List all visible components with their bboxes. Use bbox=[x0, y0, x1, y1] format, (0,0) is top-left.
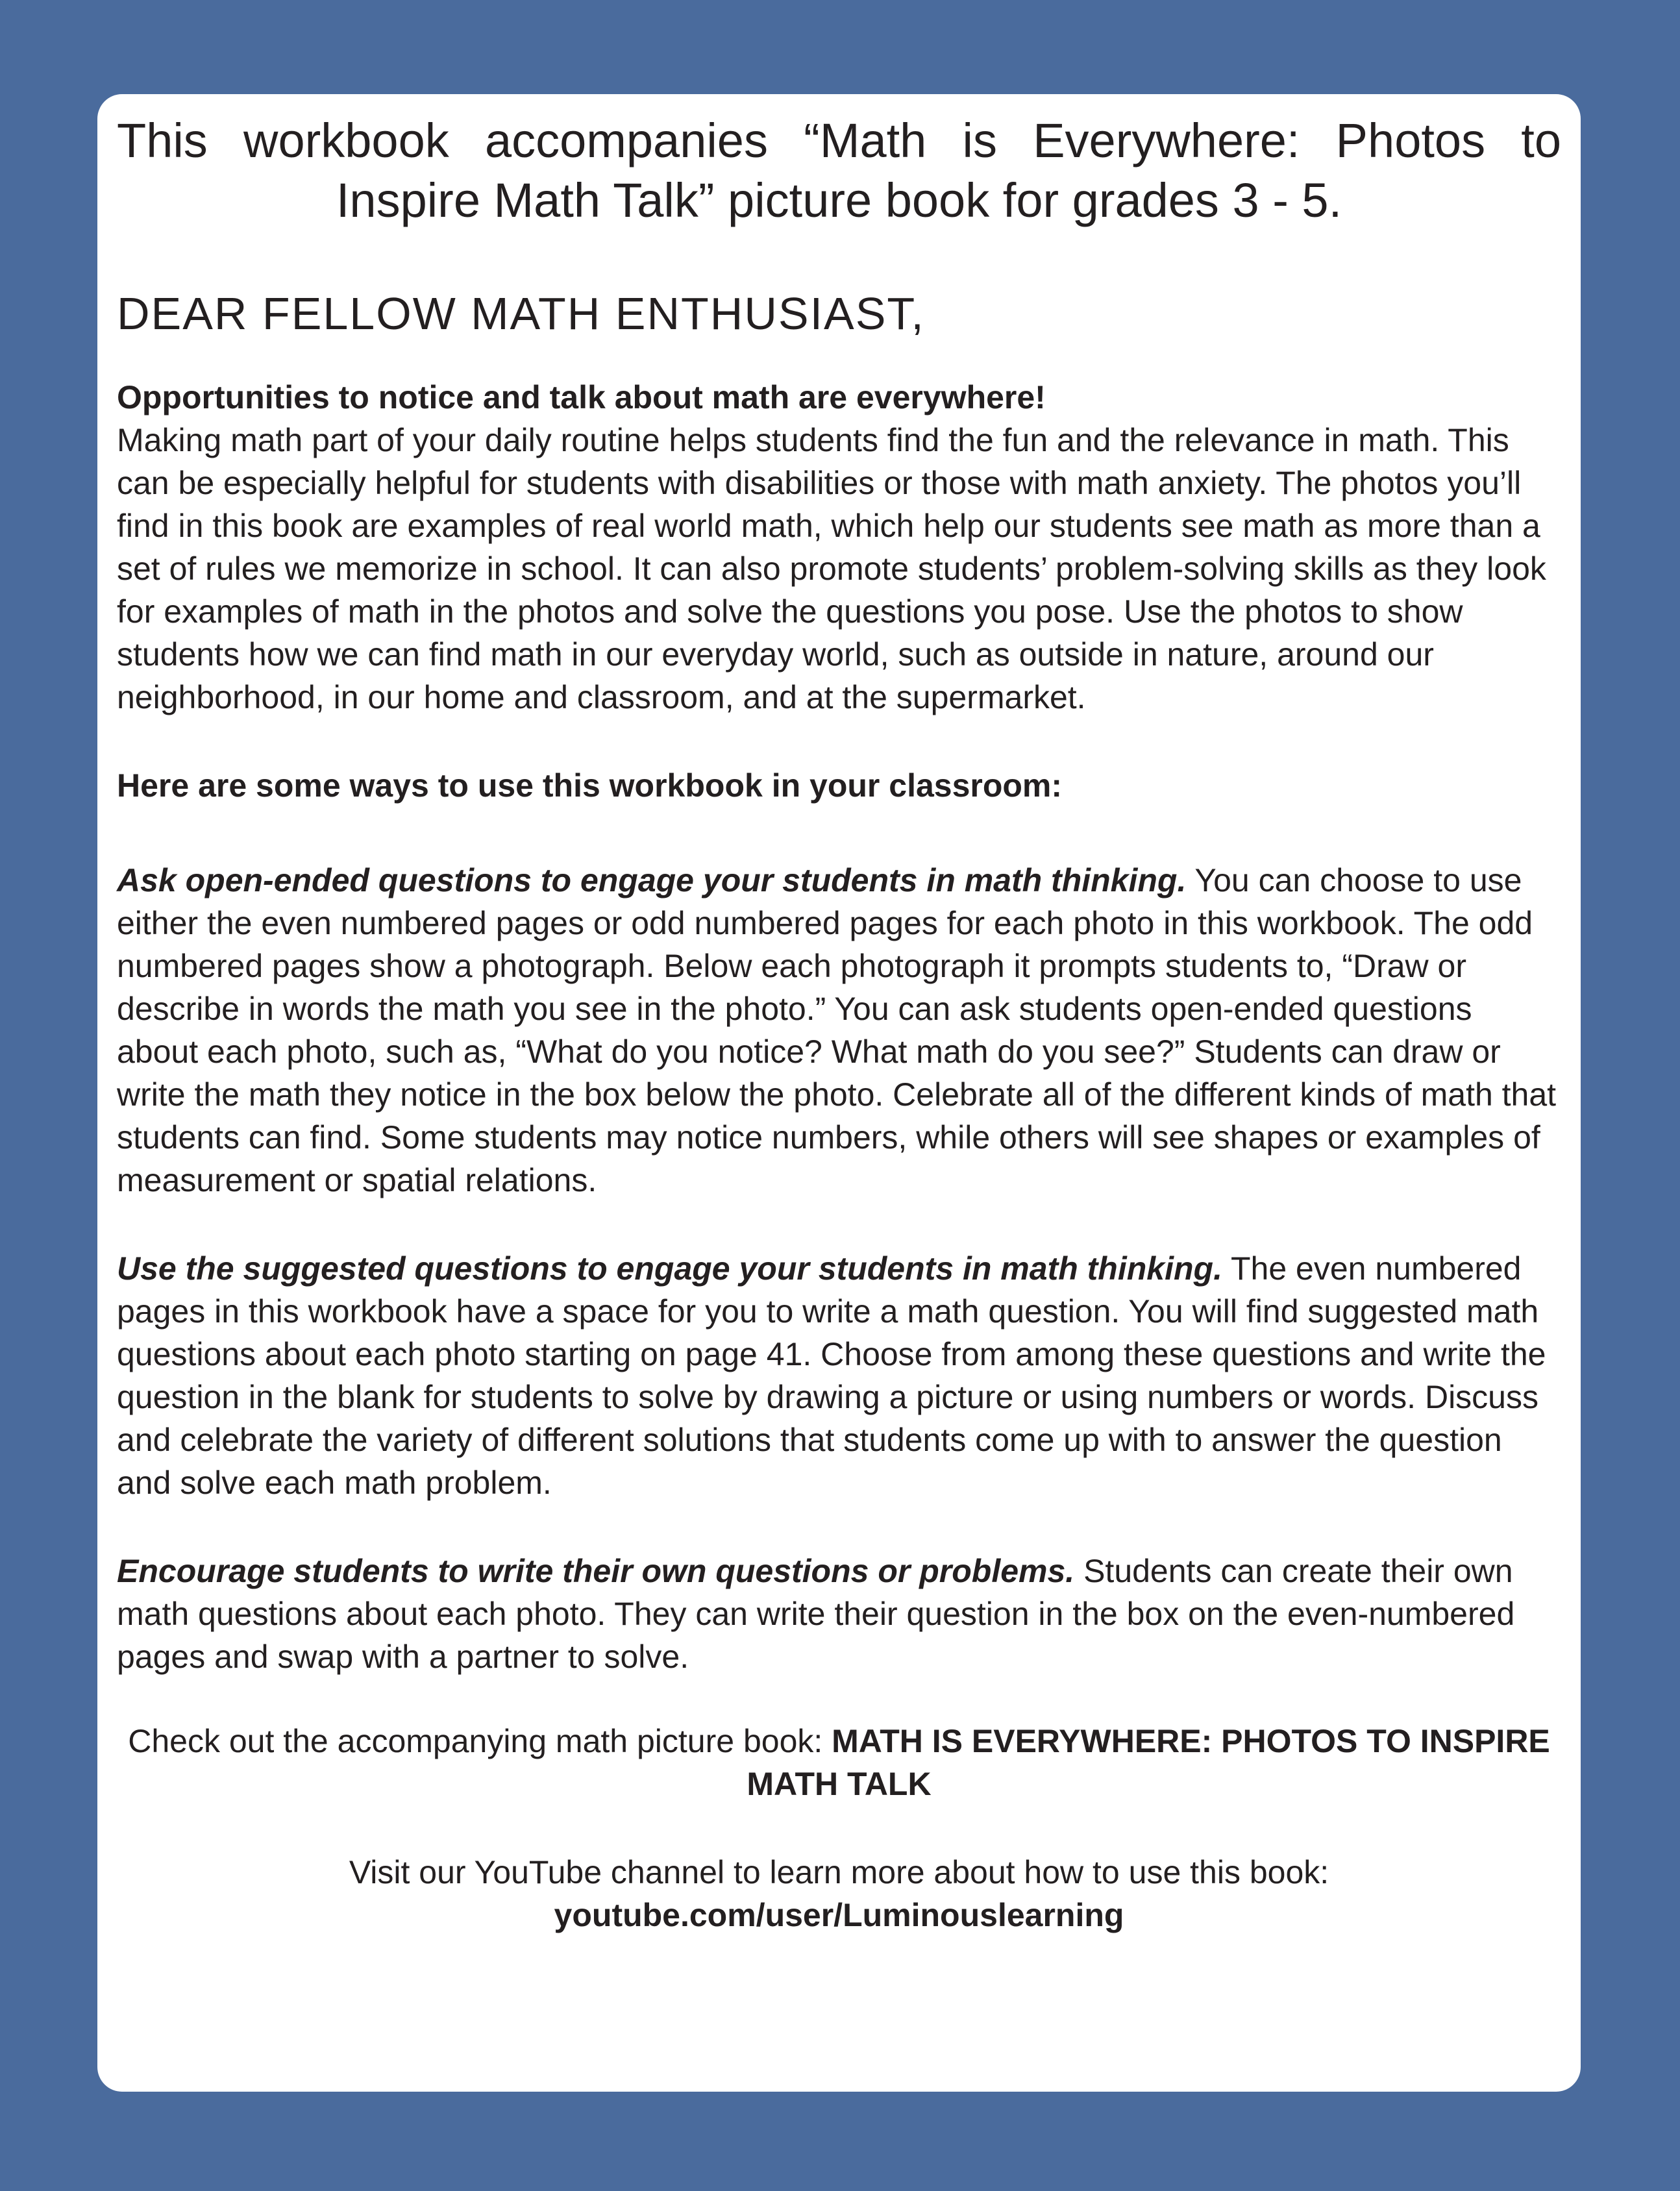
salutation: DEAR FELLOW MATH ENTHUSIAST, bbox=[117, 288, 925, 339]
youtube-url: youtube.com/user/Luminouslearning bbox=[554, 1897, 1124, 1933]
way-lead-open-ended: Ask open-ended questions to engage your students in math thinking. bbox=[117, 862, 1187, 898]
way-paragraph-own-questions bbox=[117, 1550, 1561, 1678]
ways-heading: Here are some ways to use this workbook in your classroom: bbox=[117, 767, 1063, 804]
way-lead-suggested-questions: Use the suggested questions to engage your students in math thinking. bbox=[117, 1250, 1222, 1287]
way-body-open-ended: You can choose to use either the even numbered pages or odd numbered pages for each photo in this workbook. The odd numbered pages show a photograph. Below each photograph it prompts students to, “Draw or describe in words the math you see in the photo.” You can ask students open-ended questions about each photo, such as, “What do you notice? What math do you see?” Students can draw or write the math they notice in the box below the photo. Celebrate all of the different kinds of math that students can find. Some students may notice numbers, while others will see shapes or examples of measurement or spatial relations. bbox=[117, 862, 1557, 1198]
way-paragraph-open-ended bbox=[117, 859, 1561, 1202]
intro-heading: Opportunities to notice and talk about math are everywhere! bbox=[117, 379, 1046, 415]
book-promo bbox=[117, 1720, 1561, 1805]
book-promo-text: Check out the accompanying math picture book: bbox=[128, 1723, 832, 1759]
way-lead-own-questions: Encourage students to write their own questions or problems. bbox=[117, 1553, 1075, 1589]
youtube-promo-text: Visit our YouTube channel to learn more about how to use this book: bbox=[349, 1854, 1329, 1890]
content-card bbox=[97, 94, 1581, 2092]
way-paragraph-suggested-questions bbox=[117, 1247, 1561, 1504]
book-promo-title: MATH IS EVERYWHERE: PHOTOS TO INSPIRE MATH TALK bbox=[747, 1723, 1550, 1802]
youtube-promo bbox=[117, 1851, 1561, 1937]
way-body-suggested-questions: The even numbered pages in this workbook have a space for you to write a math question. You will find suggested math questions about each photo starting on page 41. Choose from among these questions and write the question in the blank for students to solve by drawing a picture or using numbers or words. Discuss and celebrate the variety of different solutions that students come up with to answer the question and solve each math problem. bbox=[117, 1250, 1546, 1501]
way-body-own-questions: Students can create their own math questions about each photo. They can write their question in the box on the even-numbered pages and swap with a partner to solve. bbox=[117, 1553, 1515, 1675]
page-title: This workbook accompanies “Math is Everywhere: Photos to Inspire Math Talk” picture book for grades 3 - 5. bbox=[117, 114, 1561, 227]
intro-section bbox=[117, 376, 1561, 719]
intro-body: Making math part of your daily routine helps students find the fun and the relevance in math. This can be especially helpful for students with disabilities or those with math anxiety. The photos you’ll find in this book are examples of real world math, which help our students see math as more than a set of rules we memorize in school. It can also promote students’ problem-solving skills as they look for examples of math in the photos and solve the questions you pose. Use the photos to show students how we can find math in our everyday world, such as outside in nature, around our neighborhood, in our home and classroom, and at the supermarket. bbox=[117, 422, 1546, 715]
